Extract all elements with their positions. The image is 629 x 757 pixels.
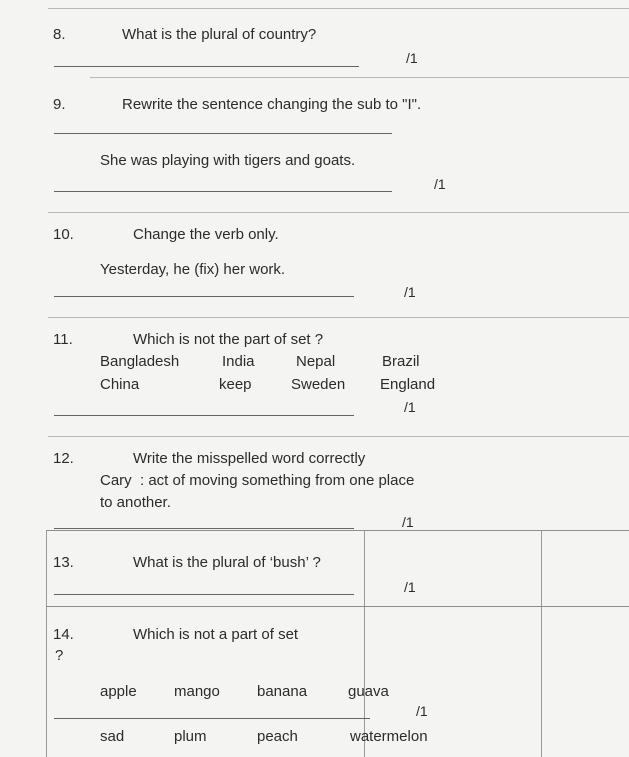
- q14-question: Which is not a part of set: [133, 626, 299, 643]
- q10-number: 10.: [53, 226, 74, 243]
- q8-answer-line[interactable]: [54, 66, 359, 67]
- q14-answer-line[interactable]: [54, 718, 370, 719]
- q8-mark: /1: [406, 50, 418, 66]
- q9-answer-line-1[interactable]: [54, 133, 392, 134]
- q10-sentence: Yesterday, he (fix) her work.: [100, 261, 286, 278]
- q11-question: Which is not the part of set ?: [133, 331, 324, 348]
- q14-option: guava: [348, 683, 389, 700]
- q10-question: Change the verb only.: [133, 226, 279, 243]
- q14-option: peach: [257, 728, 298, 745]
- q10-divider: [48, 317, 629, 318]
- q14-mark: /1: [416, 703, 428, 719]
- table-right-border: [541, 530, 542, 757]
- q12-definition-cont: to another.: [100, 494, 171, 511]
- q12-answer-line[interactable]: [54, 528, 354, 529]
- q9-sentence: She was playing with tigers and goats.: [100, 152, 356, 169]
- q10-answer-line[interactable]: [54, 296, 354, 297]
- q8-question: What is the plural of country?: [122, 26, 317, 43]
- q14-option: mango: [174, 683, 220, 700]
- q8-divider: [90, 77, 629, 78]
- q9-question: Rewrite the sentence changing the sub to "I".: [122, 96, 422, 113]
- q11-divider: [48, 436, 629, 437]
- q11-number: 11.: [53, 331, 73, 348]
- q14-option: watermelon: [350, 728, 428, 745]
- q12-definition: Cary : act of moving something from one place: [100, 472, 415, 489]
- q11-option: Bangladesh: [100, 353, 180, 370]
- q9-divider: [48, 212, 629, 213]
- q14-option: apple: [100, 683, 137, 700]
- q13-mark: /1: [404, 579, 416, 595]
- q11-option: England: [380, 376, 436, 393]
- q12-number: 12.: [53, 450, 74, 467]
- q10-mark: /1: [404, 284, 416, 300]
- table-mid-border: [364, 530, 365, 757]
- q13-number: 13.: [53, 554, 74, 571]
- q13-question: What is the plural of ‘bush’ ?: [133, 554, 321, 571]
- q14-option: plum: [174, 728, 207, 745]
- table-left-border: [46, 530, 47, 757]
- table-row-divider: [46, 606, 629, 607]
- q11-option: China: [100, 376, 140, 393]
- q14-number: 14.: [53, 626, 74, 643]
- q13-answer-line[interactable]: [54, 594, 354, 595]
- q11-option: Sweden: [291, 376, 346, 393]
- q14-option: banana: [257, 683, 308, 700]
- q14-option: sad: [100, 728, 125, 745]
- q11-option: Nepal: [296, 353, 336, 370]
- q14-question-mark: ?: [55, 647, 64, 664]
- q9-number: 9.: [53, 96, 66, 113]
- q8-number: 8.: [53, 26, 66, 43]
- q11-option: keep: [219, 376, 252, 393]
- q9-answer-line-2[interactable]: [54, 191, 392, 192]
- q9-mark: /1: [434, 176, 446, 192]
- q11-option: India: [222, 353, 255, 370]
- q11-option: Brazil: [382, 353, 420, 370]
- q11-answer-line[interactable]: [54, 415, 354, 416]
- q11-mark: /1: [404, 399, 416, 415]
- q12-question: Write the misspelled word correctly: [133, 450, 366, 467]
- q12-mark: /1: [402, 514, 414, 530]
- top-rule: [48, 8, 629, 9]
